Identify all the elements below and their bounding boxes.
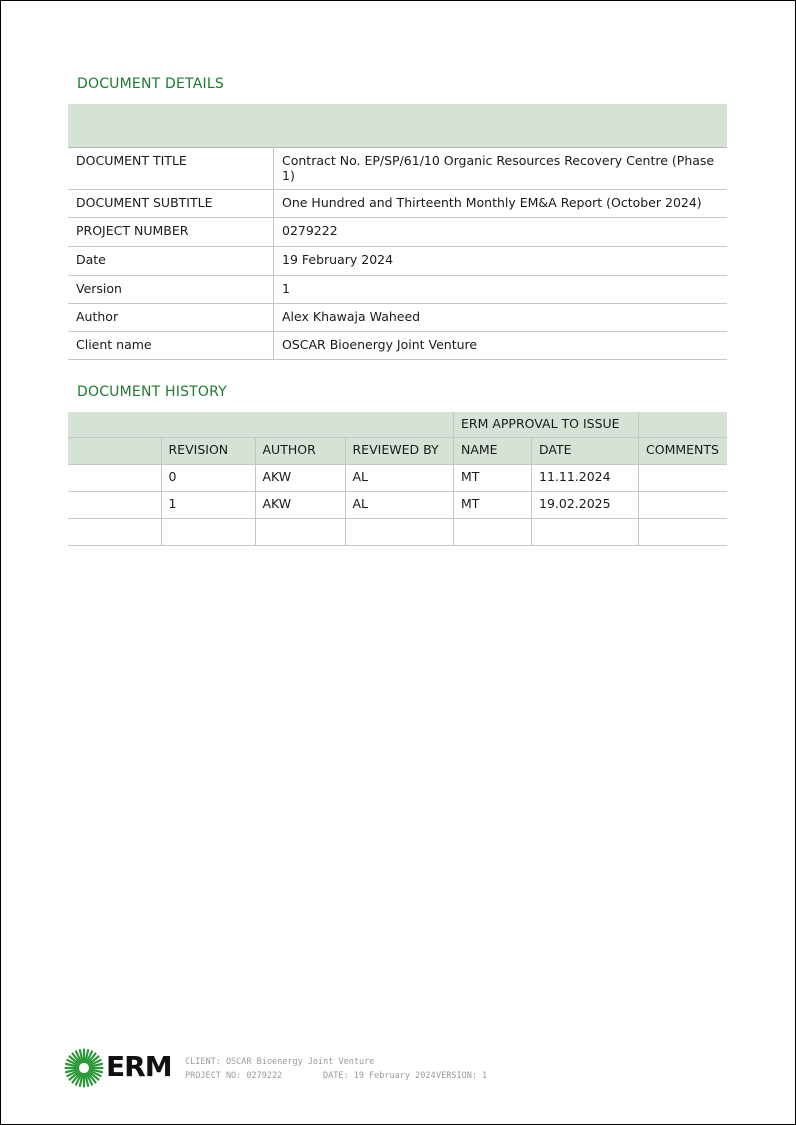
footer-client: CLIENT: OSCAR Bioenergy Joint Venture — [185, 1057, 375, 1067]
details-header-cell — [68, 104, 727, 148]
column-header-revision: REVISION — [161, 438, 255, 465]
history-cell — [68, 519, 161, 546]
table-row — [68, 148, 727, 190]
document-history-heading: DOCUMENT HISTORY — [77, 384, 227, 400]
history-header-cell — [345, 412, 454, 438]
column-header-author: AUTHOR — [255, 438, 345, 465]
details-value: 0279222 — [274, 218, 728, 247]
history-date: 11.11.2024 — [532, 465, 639, 492]
table-row — [68, 465, 727, 492]
details-label: DOCUMENT TITLE — [68, 148, 274, 190]
history-reviewed-by: AL — [345, 465, 454, 492]
history-cell — [532, 519, 639, 546]
history-revision: 0 — [161, 465, 255, 492]
table-row — [68, 304, 727, 332]
details-label: PROJECT NUMBER — [68, 218, 274, 247]
history-cell — [345, 519, 454, 546]
footer-version: VERSION: 1 — [436, 1071, 488, 1081]
details-label: Author — [68, 304, 274, 332]
history-name: MT — [454, 465, 532, 492]
details-value: 1 — [274, 276, 728, 304]
details-label: DOCUMENT SUBTITLE — [68, 190, 274, 218]
document-details-heading: DOCUMENT DETAILS — [77, 76, 224, 92]
table-row — [68, 332, 727, 360]
document-details-table — [68, 104, 727, 360]
details-value: OSCAR Bioenergy Joint Venture — [274, 332, 728, 360]
history-revision: 1 — [161, 492, 255, 519]
history-cell — [68, 465, 161, 492]
history-cell — [161, 519, 255, 546]
document-history-table — [68, 412, 727, 546]
history-author: AKW — [255, 492, 345, 519]
details-header-row — [68, 104, 727, 148]
history-comments — [639, 465, 728, 492]
table-row — [68, 519, 727, 546]
table-row — [68, 218, 727, 247]
details-label: Version — [68, 276, 274, 304]
erm-logo-icon — [64, 1048, 104, 1088]
history-cell — [255, 519, 345, 546]
history-cell — [639, 519, 728, 546]
details-value: 19 February 2024 — [274, 247, 728, 276]
history-header-cell — [639, 412, 728, 438]
table-row — [68, 190, 727, 218]
details-label: Date — [68, 247, 274, 276]
history-comments — [639, 492, 728, 519]
footer-project-no: PROJECT NO: 0279222 — [185, 1071, 283, 1081]
details-label: Client name — [68, 332, 274, 360]
details-value: Contract No. EP/SP/61/10 Organic Resources Recovery Centre (Phase 1) — [274, 148, 728, 190]
history-header-cell — [68, 412, 161, 438]
history-header-cell — [68, 438, 161, 465]
erm-logo-text: ERM — [106, 1050, 172, 1083]
history-cell — [454, 519, 532, 546]
column-header-reviewed-by: REVIEWED BY — [345, 438, 454, 465]
details-value: One Hundred and Thirteenth Monthly EM&A Report (October 2024) — [274, 190, 728, 218]
history-date: 19.02.2025 — [532, 492, 639, 519]
history-header-cell — [161, 412, 255, 438]
history-name: MT — [454, 492, 532, 519]
table-row — [68, 276, 727, 304]
erm-approval-header: ERM APPROVAL TO ISSUE — [454, 412, 639, 438]
column-header-comments: COMMENTS — [639, 438, 728, 465]
details-value: Alex Khawaja Waheed — [274, 304, 728, 332]
table-row — [68, 247, 727, 276]
footer-date: DATE: 19 February 2024 — [323, 1071, 436, 1081]
table-row — [68, 492, 727, 519]
history-reviewed-by: AL — [345, 492, 454, 519]
column-header-name: NAME — [454, 438, 532, 465]
column-header-date: DATE — [532, 438, 639, 465]
history-author: AKW — [255, 465, 345, 492]
history-column-header-row — [68, 438, 727, 465]
history-cell — [68, 492, 161, 519]
history-header-cell — [255, 412, 345, 438]
history-group-header-row — [68, 412, 727, 438]
